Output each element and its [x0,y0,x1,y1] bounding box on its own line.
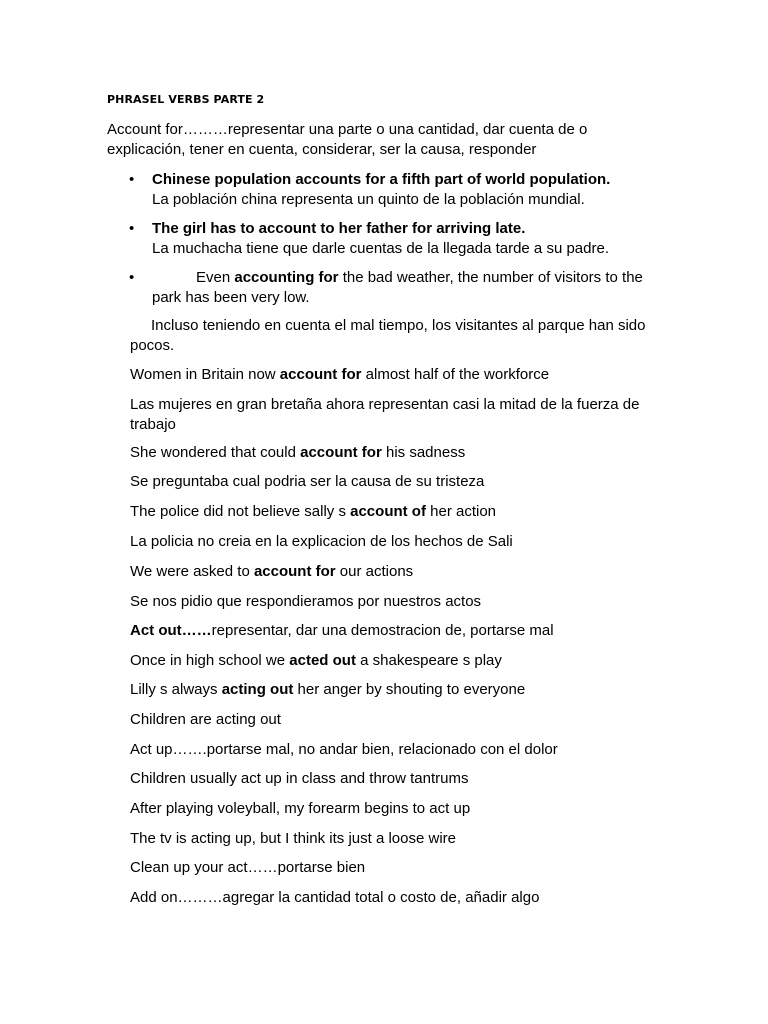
example-line [130,680,660,700]
document-title: PHRASEL VERBS PARTE 2 [107,93,265,106]
example-line [130,651,660,671]
sentence-end: the bad weather, the number of visitors to the park has been very low. [152,269,643,306]
phrasal-verb: account for [253,563,336,580]
sentence-start: She wondered that could [130,444,301,461]
sentence-start: Once in high school we [130,652,290,669]
example-line [130,365,660,385]
intro-paragraph: Account for………representar una parte o una cantidad, dar cuenta de o explicación, tener en cuenta, considerar, ser la causa, responder [107,121,588,158]
definition-line: Act up…….portarse mal, no andar bien, relacionado con el dolor [130,741,558,758]
example-line: Children usually act up in class and throw tantrums [130,770,469,787]
spanish-translation: La muchacha tiene que darle cuentas de la llegada tarde a su padre. [152,239,609,257]
example-line [130,502,660,522]
bullet-item [152,170,672,209]
spanish-translation: Se nos pidio que respondieramos por nuestros actos [130,593,482,610]
sentence-start: Lilly s always [130,681,222,698]
example-line: Children are acting out [130,711,281,728]
bullet-item [152,268,672,307]
english-sentence: • Chinese population accounts for a fifth part of world population. [152,171,611,188]
english-sentence [152,268,672,307]
phrasal-verb: account for [300,444,382,461]
phrasal-verb: account for [279,366,362,383]
sentence-end: almost half of the workforce [361,366,550,383]
spanish-translation: Incluso teniendo en cuenta el mal tiempo, los visitantes al parque han sido pocos. [130,317,646,354]
example-line: After playing voleyball, my forearm begins to act up [130,800,471,817]
phrasal-verb: Act out…… [130,622,212,639]
sentence-end: a shakespeare s play [355,652,502,669]
definition-line [130,621,660,641]
english-sentence: • The girl has to account to her father for arriving late. [152,220,526,237]
phrasal-verb: accounting for [234,269,339,286]
phrasal-verb: account of [350,503,426,520]
spanish-translation: La policia no creia en la explicacion de los hechos de Sali [130,533,513,550]
definition-line: Add on………agregar la cantidad total o costo de, añadir algo [130,889,540,906]
example-line: The tv is acting up, but I think its just a loose wire [130,830,456,847]
spanish-translation: Se preguntaba cual podria ser la causa de su tristeza [130,473,485,490]
bullet-item [152,219,672,258]
sentence-end: her action [425,503,497,520]
sentence-start: Even [196,269,235,286]
sentence-end: our actions [335,563,414,580]
spanish-translation: Las mujeres en gran bretaña ahora representan casi la mitad de la fuerza de trabajo [130,396,640,433]
definition-text: representar, dar una demostracion de, portarse mal [211,622,554,639]
phrasal-verb: acted out [289,652,356,669]
definition-line: Clean up your act……portarse bien [130,859,366,876]
example-bullet-list [152,170,672,317]
sentence-end: her anger by shouting to everyone [293,681,526,698]
sentence-end: his sadness [381,444,466,461]
sentence-start: Women in Britain now [130,366,280,383]
spanish-translation: La población china representa un quinto de la población mundial. [152,190,585,208]
phrasal-verb: acting out [221,681,294,698]
example-line [130,443,660,463]
sentence-start: The police did not believe sally s [130,503,351,520]
example-line [130,562,660,582]
sentence-start: We were asked to [130,563,254,580]
